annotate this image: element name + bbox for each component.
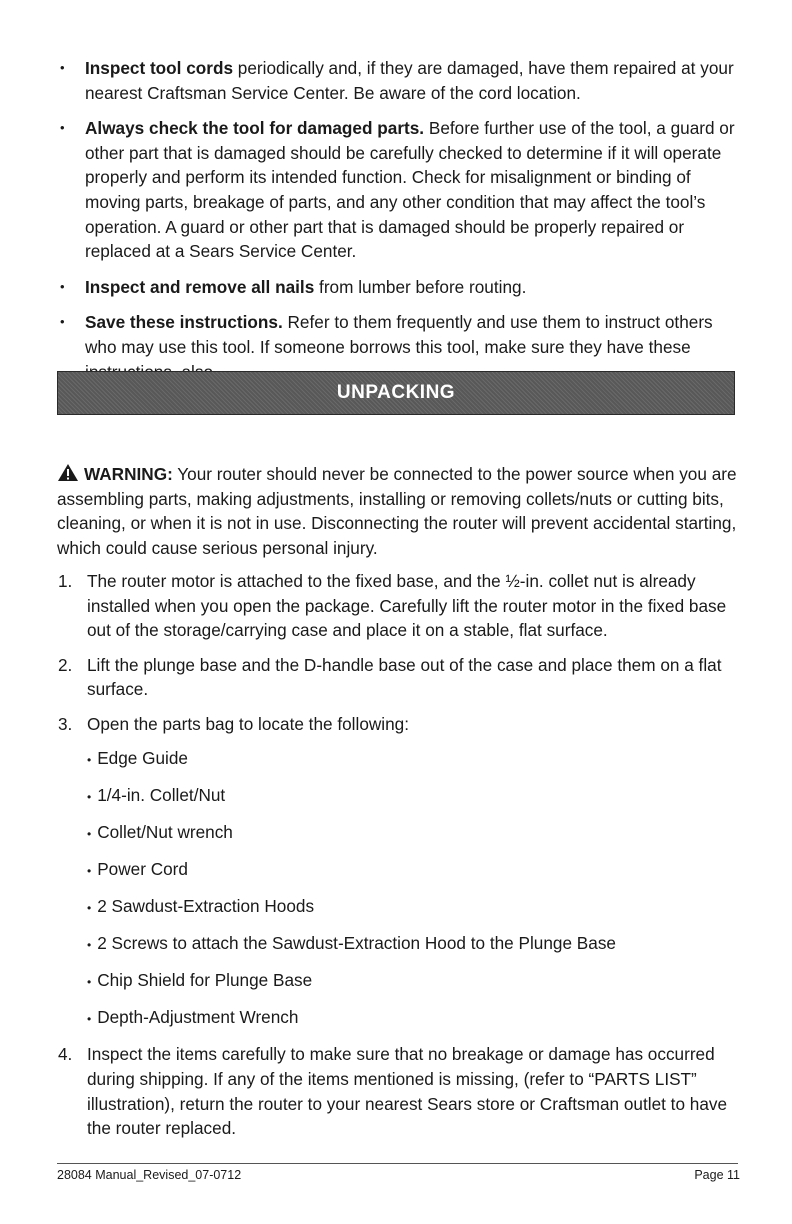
bullet-icon: •	[87, 900, 92, 915]
step-text: Inspect the items carefully to make sure that no breakage or damage has occurred during shipping. If any of the items mentioned is missing, (refer to “PARTS LIST” illustration), return the router to your nearest Sears store or Craftsman outlet to have the router replaced.	[87, 1044, 728, 1139]
step-text: Open the parts bag to locate the following:	[87, 713, 409, 734]
safety-bullet	[58, 116, 748, 264]
safety-bullet	[58, 56, 748, 105]
part-name: Power Cord	[97, 858, 188, 879]
parts-list-item	[87, 857, 747, 884]
safety-bullet-text: Before further use of the tool, a guard or other part that is damaged should be carefully checked to determine if it will operate properly and perform its intended function. Check for misalignment or binding of moving parts, breakage of parts, and any other condition that may affect the tool’s operation. A guard or other part that is damaged should be properly repaired or replaced at a Sears Service Center.	[85, 118, 735, 262]
safety-bullet	[58, 275, 748, 300]
safety-bullet-heading: Inspect and remove all nails	[85, 276, 315, 297]
parts-list-item	[87, 783, 747, 810]
bullet-icon: •	[60, 314, 65, 330]
part-name: 2 Sawdust-Extraction Hoods	[97, 895, 315, 916]
bullet-icon: •	[60, 60, 65, 75]
section-header-band	[57, 371, 735, 415]
step-number: 1.	[58, 571, 73, 591]
step-item	[57, 712, 747, 1032]
bullet-icon: •	[87, 938, 92, 953]
warning-triangle-icon	[57, 463, 79, 482]
part-name: 2 Screws to attach the Sawdust-Extraction Hood to the Plunge Base	[97, 933, 616, 954]
safety-bullet-text: from lumber before routing.	[314, 276, 527, 297]
step-item	[57, 653, 747, 702]
step-item	[57, 1042, 747, 1140]
footer-document-id: 28084 Manual_Revised_07-0712	[57, 1168, 242, 1182]
footer-divider	[57, 1163, 738, 1164]
bullet-icon: •	[87, 789, 92, 804]
warning-paragraph	[57, 462, 747, 560]
step-text: The router motor is attached to the fixed base, and the ½-in. collet nut is already installed when you open the package. Carefully lift the router motor in the fixed base out of the storage/carrying case and place it on a stable, flat surface.	[87, 571, 727, 641]
part-name: Edge Guide	[97, 747, 188, 768]
step-number: 4.	[58, 1044, 73, 1065]
step-text: Lift the plunge base and the D-handle base out of the case and place them on a flat surface.	[87, 654, 722, 700]
safety-bullet-list	[58, 56, 748, 395]
bullet-icon: •	[87, 752, 92, 767]
parts-list	[87, 746, 747, 1032]
parts-list-item	[87, 820, 747, 847]
warning-text: Your router should never be connected to the power source when you are assembling parts, making adjustments, installing or removing collets/nuts or cutting bits, cleaning, or when it is not in use. Disconnecting the router will prevent accidental starting, which could cause serious personal injury.	[57, 464, 737, 558]
safety-bullet-heading: Inspect tool cords	[85, 58, 234, 78]
unpacking-steps	[57, 569, 747, 1151]
bullet-icon: •	[87, 975, 92, 990]
step-item	[57, 569, 747, 643]
bullet-icon: •	[87, 826, 92, 841]
parts-list-item	[87, 931, 747, 958]
safety-bullet-text: periodically and, if they are damaged, have them repaired at your nearest Craftsman Service Center. Be aware of the cord location.	[85, 58, 734, 103]
part-name: 1/4-in. Collet/Nut	[97, 784, 226, 805]
bullet-icon: •	[87, 863, 92, 878]
safety-bullet-heading: Always check the tool for damaged parts.	[85, 118, 425, 139]
section-title: UNPACKING	[336, 382, 456, 403]
part-name: Collet/Nut wrench	[97, 821, 233, 842]
step-number: 3.	[58, 713, 73, 734]
parts-list-item	[87, 894, 747, 921]
parts-list-item	[87, 746, 747, 773]
bullet-icon: •	[87, 1012, 92, 1027]
bullet-icon: •	[60, 278, 65, 294]
step-number: 2.	[58, 654, 73, 675]
footer-page-number: Page 11	[694, 1168, 740, 1182]
bullet-icon: •	[60, 120, 65, 136]
safety-bullet-heading: Save these instructions.	[85, 312, 283, 333]
part-name: Depth-Adjustment Wrench	[97, 1007, 299, 1028]
parts-list-item	[87, 1005, 747, 1032]
part-name: Chip Shield for Plunge Base	[97, 970, 313, 991]
warning-label: WARNING:	[84, 464, 173, 484]
parts-list-item	[87, 968, 747, 995]
safety-bullet-text: Refer to them frequently and use them to instruct others who may use this tool. If someone borrows this tool, make sure they have these	[85, 312, 713, 357]
